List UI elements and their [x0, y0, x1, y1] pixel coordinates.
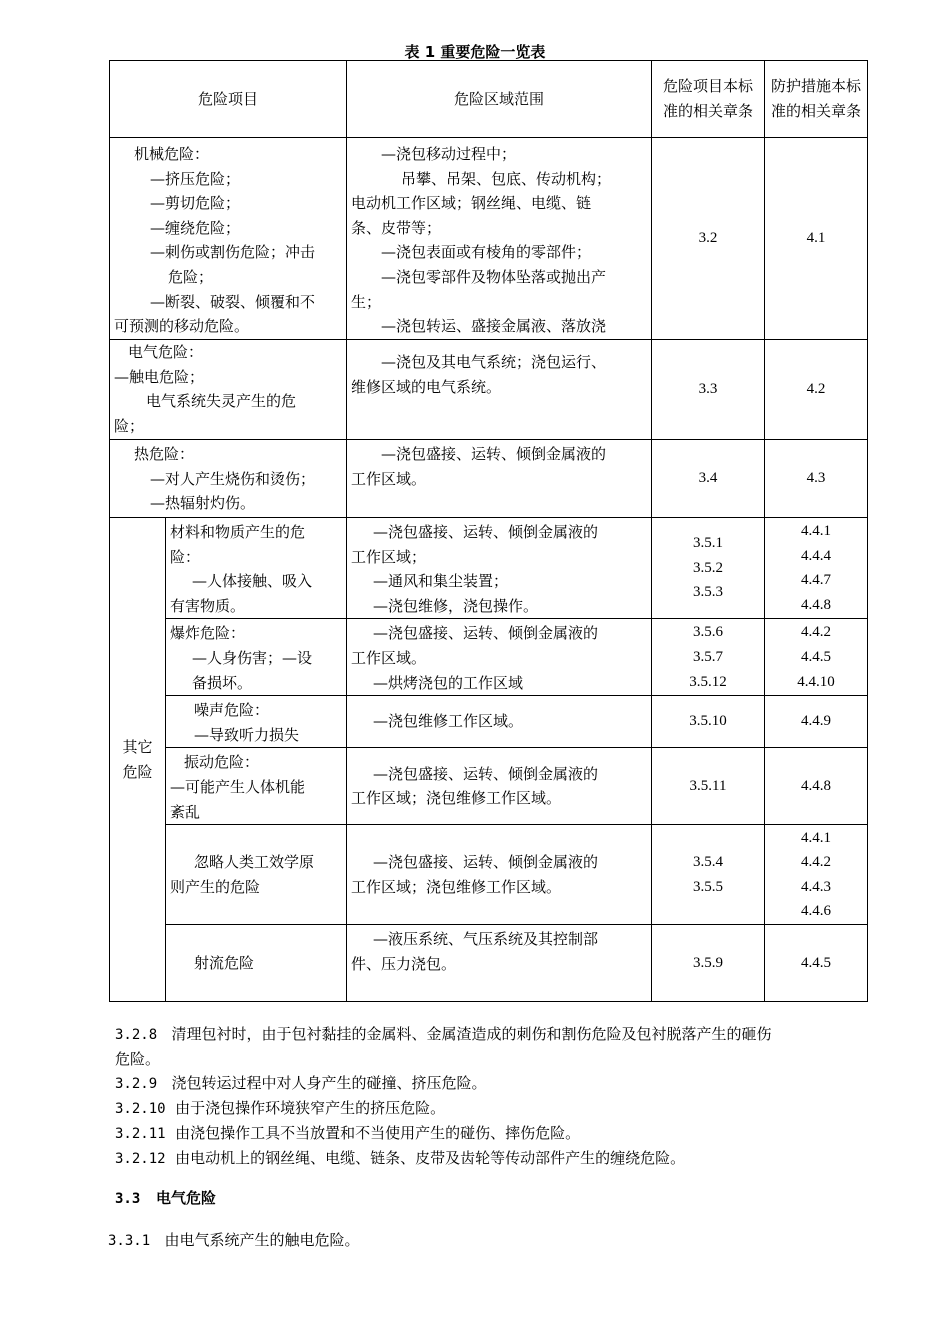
explosion-ref: 3.5.6 3.5.7 3.5.12 — [652, 619, 765, 696]
ergonomic-item: 忽略人类工效学原 则产生的危险 — [166, 825, 347, 925]
noise-ref: 3.5.10 — [652, 696, 765, 748]
header-hazard-item: 危险项目 — [110, 61, 347, 138]
material-area: —浇包盛接、运转、倾倒金属液的 工作区域； —通风和集尘装置； —浇包维修，浇包操作。 — [347, 518, 652, 619]
explosion-area: —浇包盛接、运转、倾倒金属液的 工作区域。 —烘烤浇包的工作区域 — [347, 619, 652, 696]
jet-ref: 3.5.9 — [652, 925, 765, 1002]
mech-area: —浇包移动过程中； 吊攀、吊架、包底、传动机构； 电动机工作区域；钢丝绳、电缆、链 条、皮带等； —浇包表面或有棱角的零部件； —浇包零部件及物体坠落或抛出产 生； —浇包转运、盛接金属液、落放浇 — [347, 138, 652, 340]
heat-area: —浇包盛接、运转、倾倒金属液的 工作区域。 — [347, 440, 652, 518]
mech-ref: 3.2 — [652, 138, 765, 340]
jet-prot: 4.4.5 — [765, 925, 868, 1002]
table-row — [110, 925, 868, 1002]
table-row — [110, 138, 868, 340]
heat-ref: 3.4 — [652, 440, 765, 518]
mech-item: 机械危险： —挤压危险； —剪切危险； —缠绕危险； —刺伤或割伤危险；冲击 危险； —断裂、破裂、倾覆和不 可预测的移动危险。 — [110, 138, 347, 340]
vibration-area: —浇包盛接、运转、倾倒金属液的 工作区域；浇包维修工作区域。 — [347, 748, 652, 825]
explosion-item: 爆炸危险： —人身伤害；—设 备损坏。 — [166, 619, 347, 696]
table-row — [110, 696, 868, 748]
ergonomic-ref: 3.5.4 3.5.5 — [652, 825, 765, 925]
ergonomic-prot: 4.4.1 4.4.2 4.4.3 4.4.6 — [765, 825, 868, 925]
table-row — [110, 619, 868, 696]
header-hazard-ref: 危险项目本标准的相关章条 — [652, 61, 765, 138]
table-row — [110, 340, 868, 440]
noise-area: —浇包维修工作区域。 — [347, 696, 652, 748]
header-protection-ref: 防护措施本标准的相关章条 — [765, 61, 868, 138]
mech-prot: 4.1 — [765, 138, 868, 340]
elec-ref: 3.3 — [652, 340, 765, 440]
paragraph-3-2-11: 3.2.11 由浇包操作工具不当放置和不当使用产生的碰伤、摔伤危险。 — [115, 1124, 581, 1142]
heat-item: 热危险： —对人产生烧伤和烫伤； —热辐射灼伤。 — [110, 440, 347, 518]
vibration-ref: 3.5.11 — [652, 748, 765, 825]
noise-item: 噪声危险： —导致听力损失 — [166, 696, 347, 748]
header-hazard-area: 危险区域范围 — [347, 61, 652, 138]
vibration-prot: 4.4.8 — [765, 748, 868, 825]
heat-prot: 4.3 — [765, 440, 868, 518]
explosion-prot: 4.4.2 4.4.5 4.4.10 — [765, 619, 868, 696]
other-hazard-label: 其它危险 — [110, 518, 166, 1002]
table-row — [110, 440, 868, 518]
paragraph-3-2-10: 3.2.10 由于浇包操作环境狭窄产生的挤压危险。 — [115, 1099, 446, 1117]
material-prot: 4.4.1 4.4.4 4.4.7 4.4.8 — [765, 518, 868, 619]
ergonomic-area: —浇包盛接、运转、倾倒金属液的 工作区域；浇包维修工作区域。 — [347, 825, 652, 925]
paragraph-3-2-9: 3.2.9 浇包转运过程中对人身产生的碰撞、挤压危险。 — [115, 1074, 487, 1092]
material-ref: 3.5.1 3.5.2 3.5.3 — [652, 518, 765, 619]
vibration-item: 振动危险： —可能产生人体机能 紊乱 — [166, 748, 347, 825]
elec-prot: 4.2 — [765, 340, 868, 440]
table-caption: 表 1 重要危险一览表 — [404, 43, 546, 61]
paragraph-3-3-1: 3.3.1 由电气系统产生的触电危险。 — [108, 1231, 360, 1249]
elec-item: 电气危险： —触电危险； 电气系统失灵产生的危 险； — [110, 340, 347, 440]
table-row — [110, 825, 868, 925]
jet-item: 射流危险 — [166, 925, 347, 1002]
paragraph-3-2-8: 3.2.8 清理包衬时，由于包衬黏挂的金属料、金属渣造成的刺伤和割伤危险及包衬脱落产生的砸伤 危险。 — [115, 1025, 772, 1068]
elec-area: —浇包及其电气系统；浇包运行、 维修区域的电气系统。 — [347, 340, 652, 440]
paragraph-3-2-12: 3.2.12 由电动机上的钢丝绳、电缆、链条、皮带及齿轮等传动部件产生的缠绕危险。 — [115, 1149, 686, 1167]
table-row — [110, 518, 868, 619]
jet-area: —液压系统、气压系统及其控制部 件、压力浇包。 — [347, 925, 652, 1002]
noise-prot: 4.4.9 — [765, 696, 868, 748]
material-item: 材料和物质产生的危 险： —人体接触、吸入 有害物质。 — [166, 518, 347, 619]
hazard-table — [109, 60, 868, 1002]
table-row — [110, 748, 868, 825]
section-heading: 3.3 电气危险 — [115, 1189, 216, 1207]
